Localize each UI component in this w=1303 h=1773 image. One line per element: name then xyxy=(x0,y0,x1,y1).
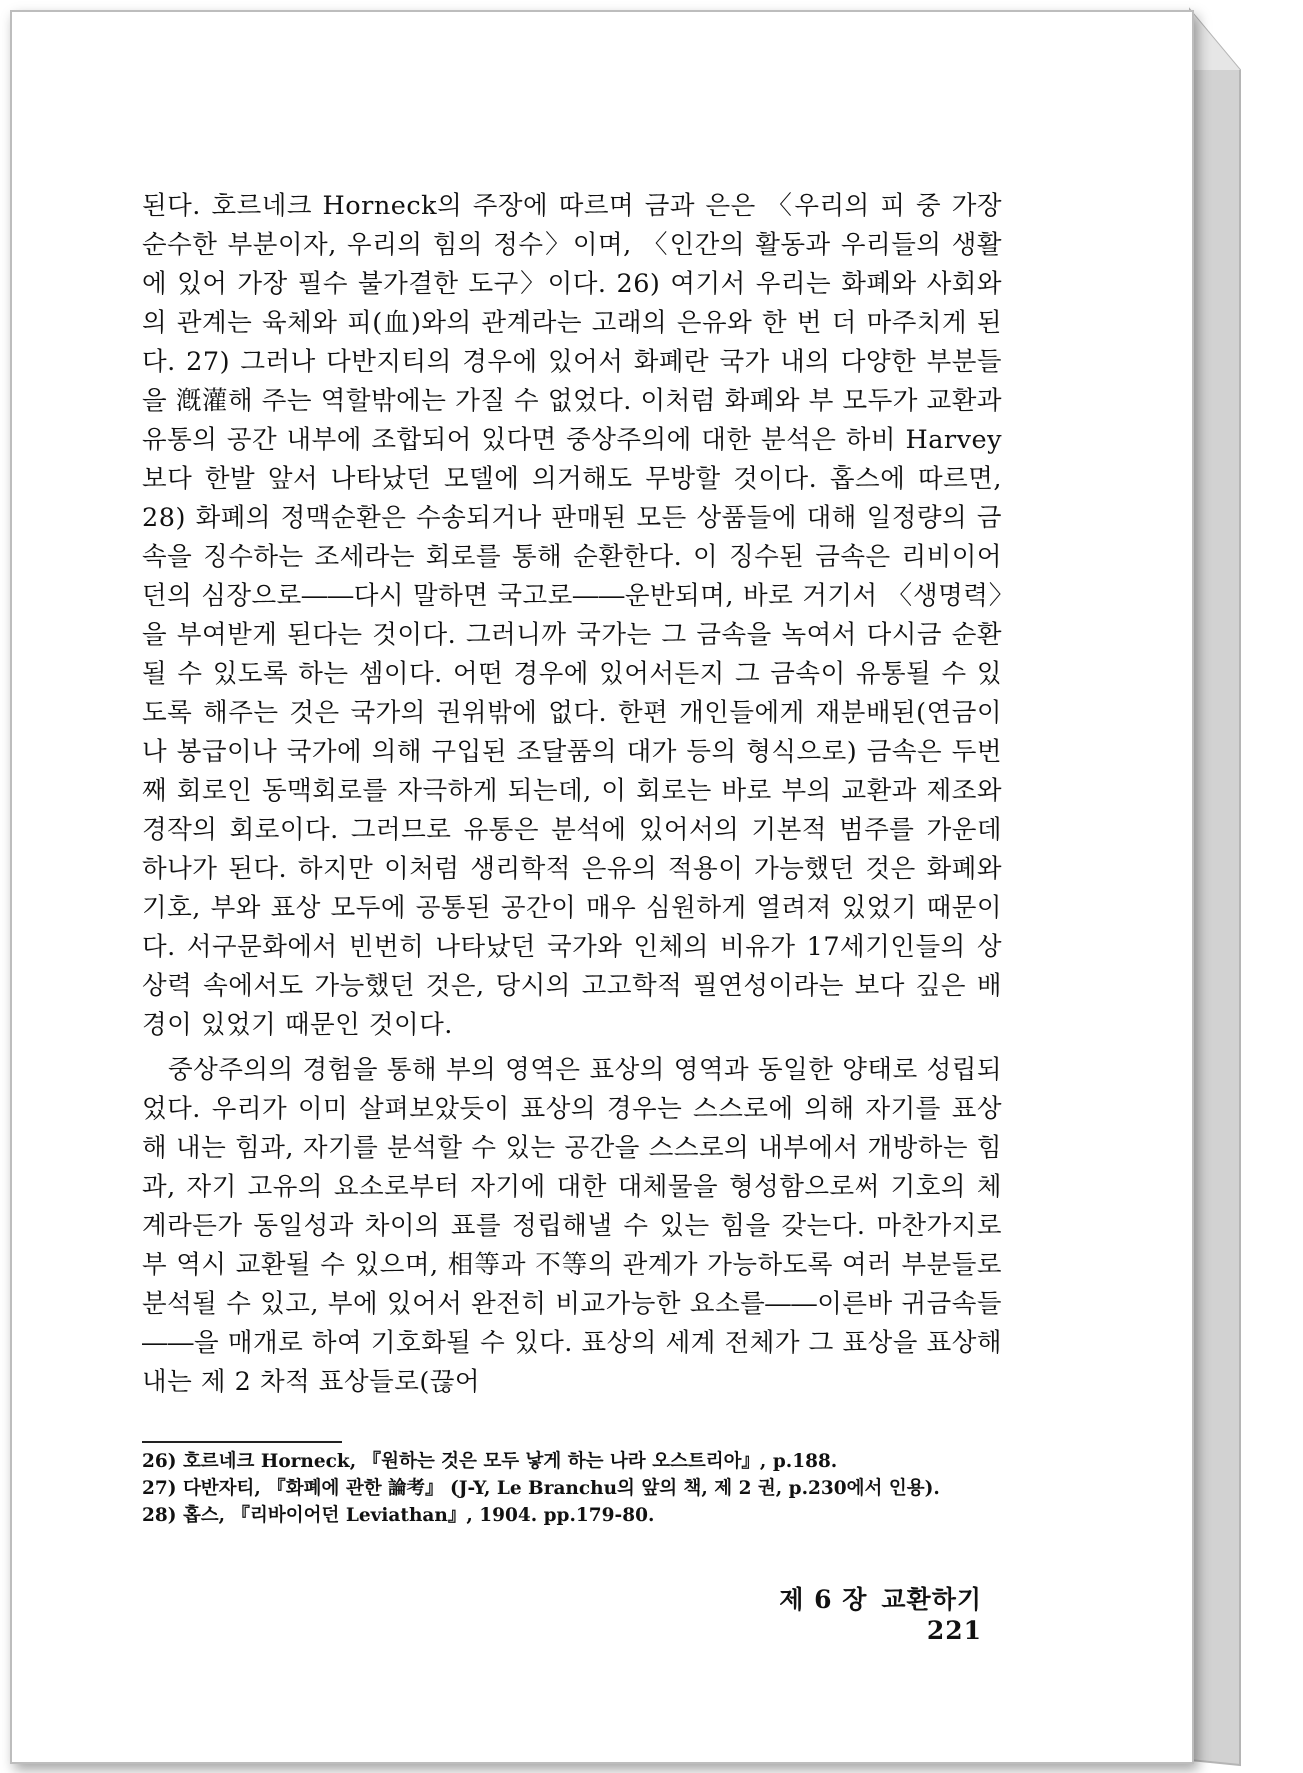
page-footer xyxy=(722,1580,982,1645)
footnote-26: 26) 호르네크 Horneck, 『원하는 것은 모두 낳게 하는 나라 오스트리아』, p.188. xyxy=(142,1451,838,1472)
footnote-28: 28) 홉스, 『리바이어던 Leviathan』, 1904. pp.179-80. xyxy=(142,1505,655,1526)
page-number: 221 xyxy=(926,1616,982,1645)
footnote-27: 27) 다반자티, 『화폐에 관한 論考』 (J-Y, Le Branchu의 앞의 책, 제 2 권, p.230에서 인용). xyxy=(142,1478,940,1499)
body-text xyxy=(142,187,1002,1402)
chapter-title: 교환하기 xyxy=(881,1585,982,1614)
book-spine-edge xyxy=(1190,10,1240,1765)
paragraph: 중상주의의 경험을 통해 부의 영역은 표상의 영역과 동일한 양태로 성립되었다. 우리가 이미 살펴보았듯이 표상의 경우는 스스로에 의해 자기를 표상해 내는 힘과, 자기를 분석할 수 있는 공간을 스스로의 내부에서 개방하는 힘과, 자기 고유의 요소로부터 자기에 대한 대체물을 형성함으로써 기호의 체계라든가 동일성과 차이의 표를 정립해낼 수 있는 힘을 갖는다. 마찬가지로 부 역시 교환될 수 있으며, 相等과 不等의 관계가 가능하도록 여러 부분들로 분석될 수 있고, 부에 있어서 완전히 비교가능한 요소를――이른바 귀금속들――을 매개로 하여 기호화될 수 있다. 표상의 세계 전체가 그 표상을 표상해내는 제 2 차적 표상들로(끊어 xyxy=(142,1055,1002,1397)
paragraph: 된다. 호르네크 Horneck의 주장에 따르며 금과 은은 〈우리의 피 중 가장 순수한 부분이자, 우리의 힘의 정수〉이며, 〈인간의 활동과 우리들의 생활에 있어 가장 필수 불가결한 도구〉이다. 26) 여기서 우리는 화폐와 사회와의 관계는 육체와 피(血)와의 관계라는 고래의 은유와 한 번 더 마주치게 된다. 27) 그러나 다반지티의 경우에 있어서 화폐란 국가 내의 다양한 부분들을 漑灌해 주는 역할밖에는 가질 수 없었다. 이처럼 화폐와 부 모두가 교환과 유통의 공간 내부에 조합되어 있다면 중상주의에 대한 분석은 하비 Harvey보다 한발 앞서 나타났던 모델에 의거해도 무방할 것이다. 홉스에 따르면, 28) 화폐의 정맥순환은 수송되거나 판매된 모든 상품들에 대해 일정량의 금속을 징수하는 조세라는 회로를 통해 순환한다. 이 징수된 금속은 리비이어던의 심장으로――다시 말하면 국고로――운반되며, 바로 거기서 〈생명력〉을 부여받게 된다는 것이다. 그러니까 국가는 그 금속을 녹여서 다시금 순환될 수 있도록 하는 셈이다. 어떤 경우에 있어서든지 그 금속이 유통될 수 있도록 해주는 것은 국가의 권위밖에 없다. 한편 개인들에게 재분배된(연금이나 봉급이나 국가에 의해 구입된 조달품의 대가 등의 형식으로) 금속은 두번째 회로인 동맥회로를 자극하게 되는데, 이 회로는 바로 부의 교환과 제조와 경작의 회로이다. 그러므로 유통은 분석에 있어서의 기본적 범주를 가운데 하나가 된다. 하지만 이처럼 생리학적 은유의 적용이 가능했던 것은 화폐와 기호, 부와 표상 모두에 공통된 공간이 매우 심원하게 열려져 있었기 때문이다. 서구문화에서 빈번히 나타났던 국가와 인체의 비유가 17세기인들의 상상력 속에서도 가능했던 것은, 당시의 고고학적 필연성이라는 보다 깊은 배경이 있었기 때문인 것이다. xyxy=(142,191,1002,1040)
chapter-label: 제 6 장 xyxy=(779,1585,868,1614)
footnote-divider xyxy=(142,1441,342,1443)
book-top-edge xyxy=(1190,10,1240,70)
footnotes xyxy=(142,1448,1002,1529)
